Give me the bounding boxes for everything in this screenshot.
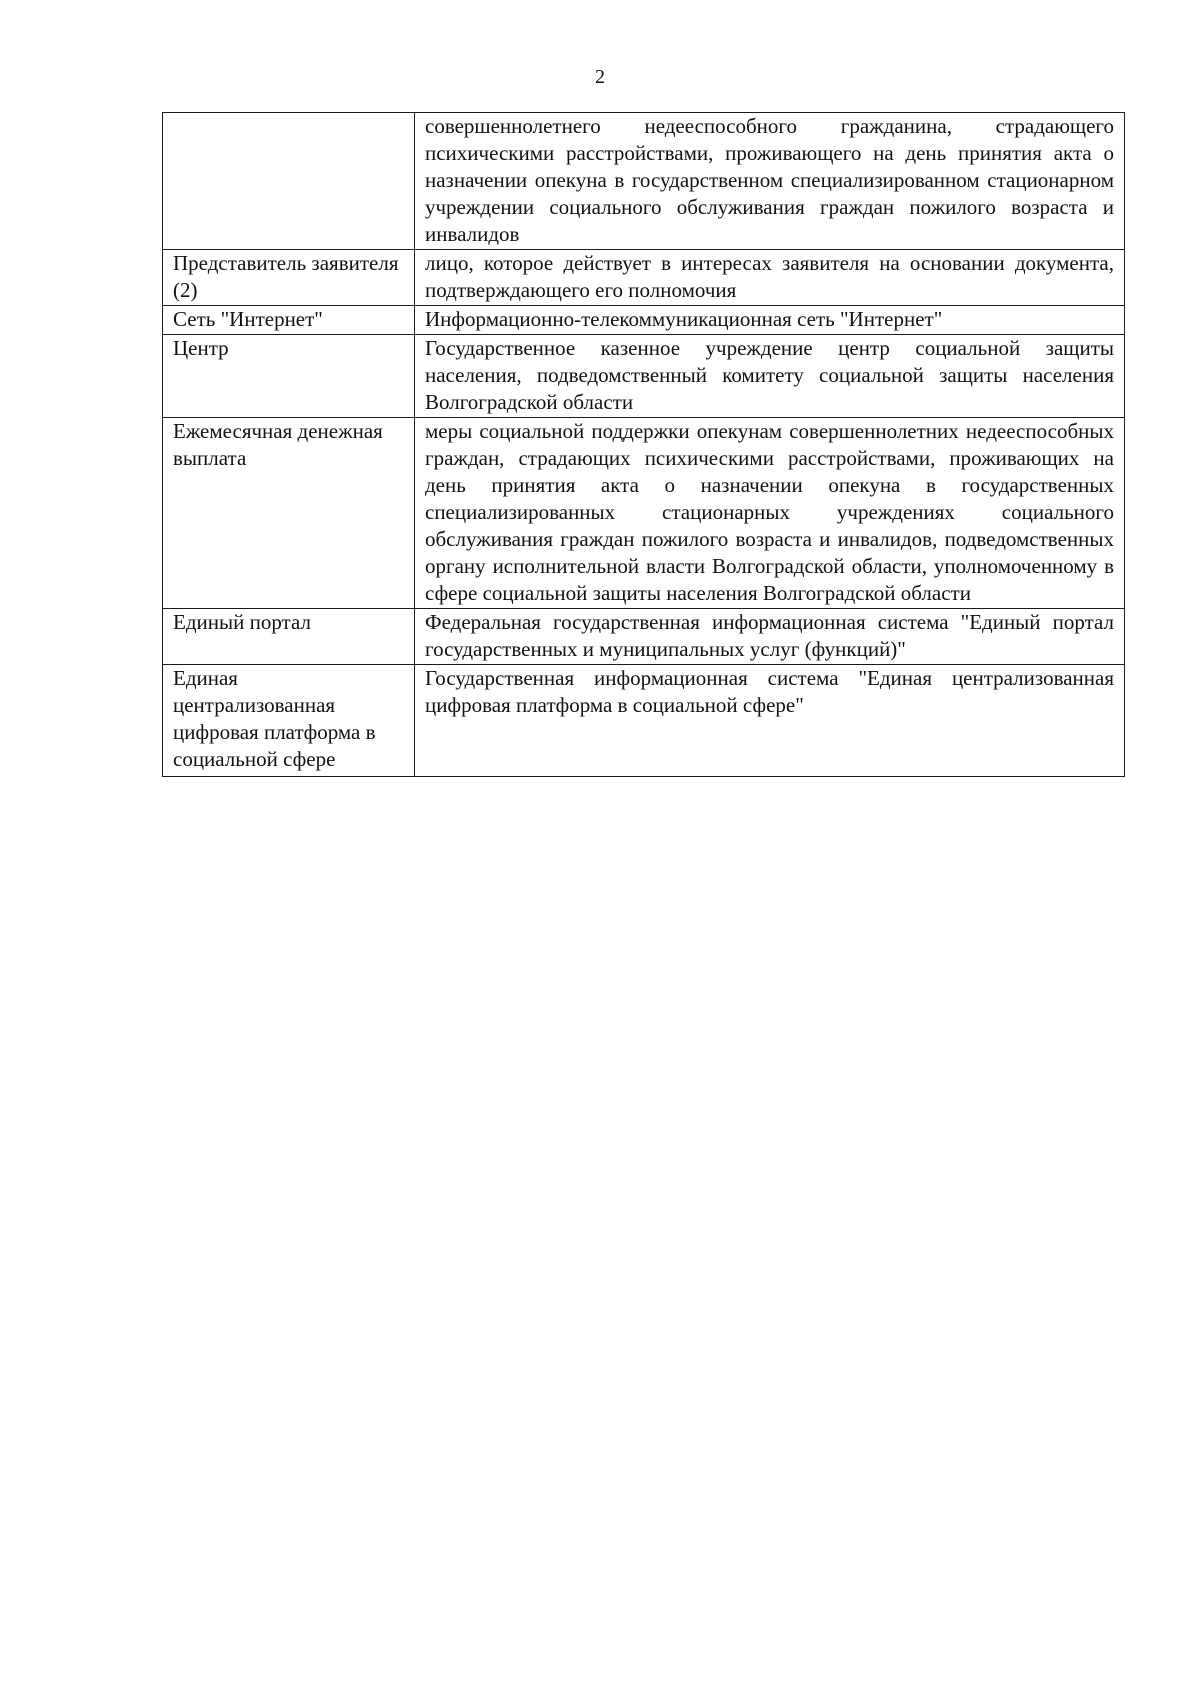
definition-cell: Государственное казенное учреждение центр социальной защиты населения, подведомственный комитету социальной защиты населения Волгоградской области — [415, 335, 1125, 418]
term-cell: Ежемесячная денежная выплата — [163, 418, 415, 609]
table-row — [163, 113, 1125, 250]
term-cell: Единый портал — [163, 609, 415, 665]
definition-cell: меры социальной поддержки опекунам совершеннолетних недееспособных граждан, страдающих психическими расстройствами, проживающих на день принятия акта о назначении опекуна в государственных специализированных стационарных учреждениях социального обслуживания граждан пожилого возраста и инвалидов, подведомственных органу исполнительной власти Волгоградской области, уполномоченному в сфере социальной защиты населения Волгоградской области — [415, 418, 1125, 609]
page-number: 2 — [595, 66, 605, 88]
term-cell: Центр — [163, 335, 415, 418]
table-row — [163, 418, 1125, 609]
table-row — [163, 335, 1125, 418]
term-cell: Представитель заявителя (2) — [163, 250, 415, 306]
term-cell: Единая централизованная цифровая платформа в социальной сфере — [163, 665, 415, 777]
table-row — [163, 306, 1125, 335]
definition-cell: Федеральная государственная информационная система "Единый портал государственных и муниципальных услуг (функций)" — [415, 609, 1125, 665]
definition-cell: Государственная информационная система "Единая централизованная цифровая платформа в социальной сфере" — [415, 665, 1125, 777]
definition-cell: совершеннолетнего недееспособного гражданина, страдающего психическими расстройствами, проживающего на день принятия акта о назначении опекуна в государственном специализированном стационарном учреждении социального обслуживания граждан пожилого возраста и инвалидов — [415, 113, 1125, 250]
term-cell: Сеть "Интернет" — [163, 306, 415, 335]
term-cell — [163, 113, 415, 250]
definition-cell: Информационно-телекоммуникационная сеть "Интернет" — [415, 306, 1125, 335]
table-row — [163, 609, 1125, 665]
table-row — [163, 665, 1125, 777]
definition-cell: лицо, которое действует в интересах заявителя на основании документа, подтверждающего его полномочия — [415, 250, 1125, 306]
terms-table — [162, 112, 1125, 777]
table-row — [163, 250, 1125, 306]
